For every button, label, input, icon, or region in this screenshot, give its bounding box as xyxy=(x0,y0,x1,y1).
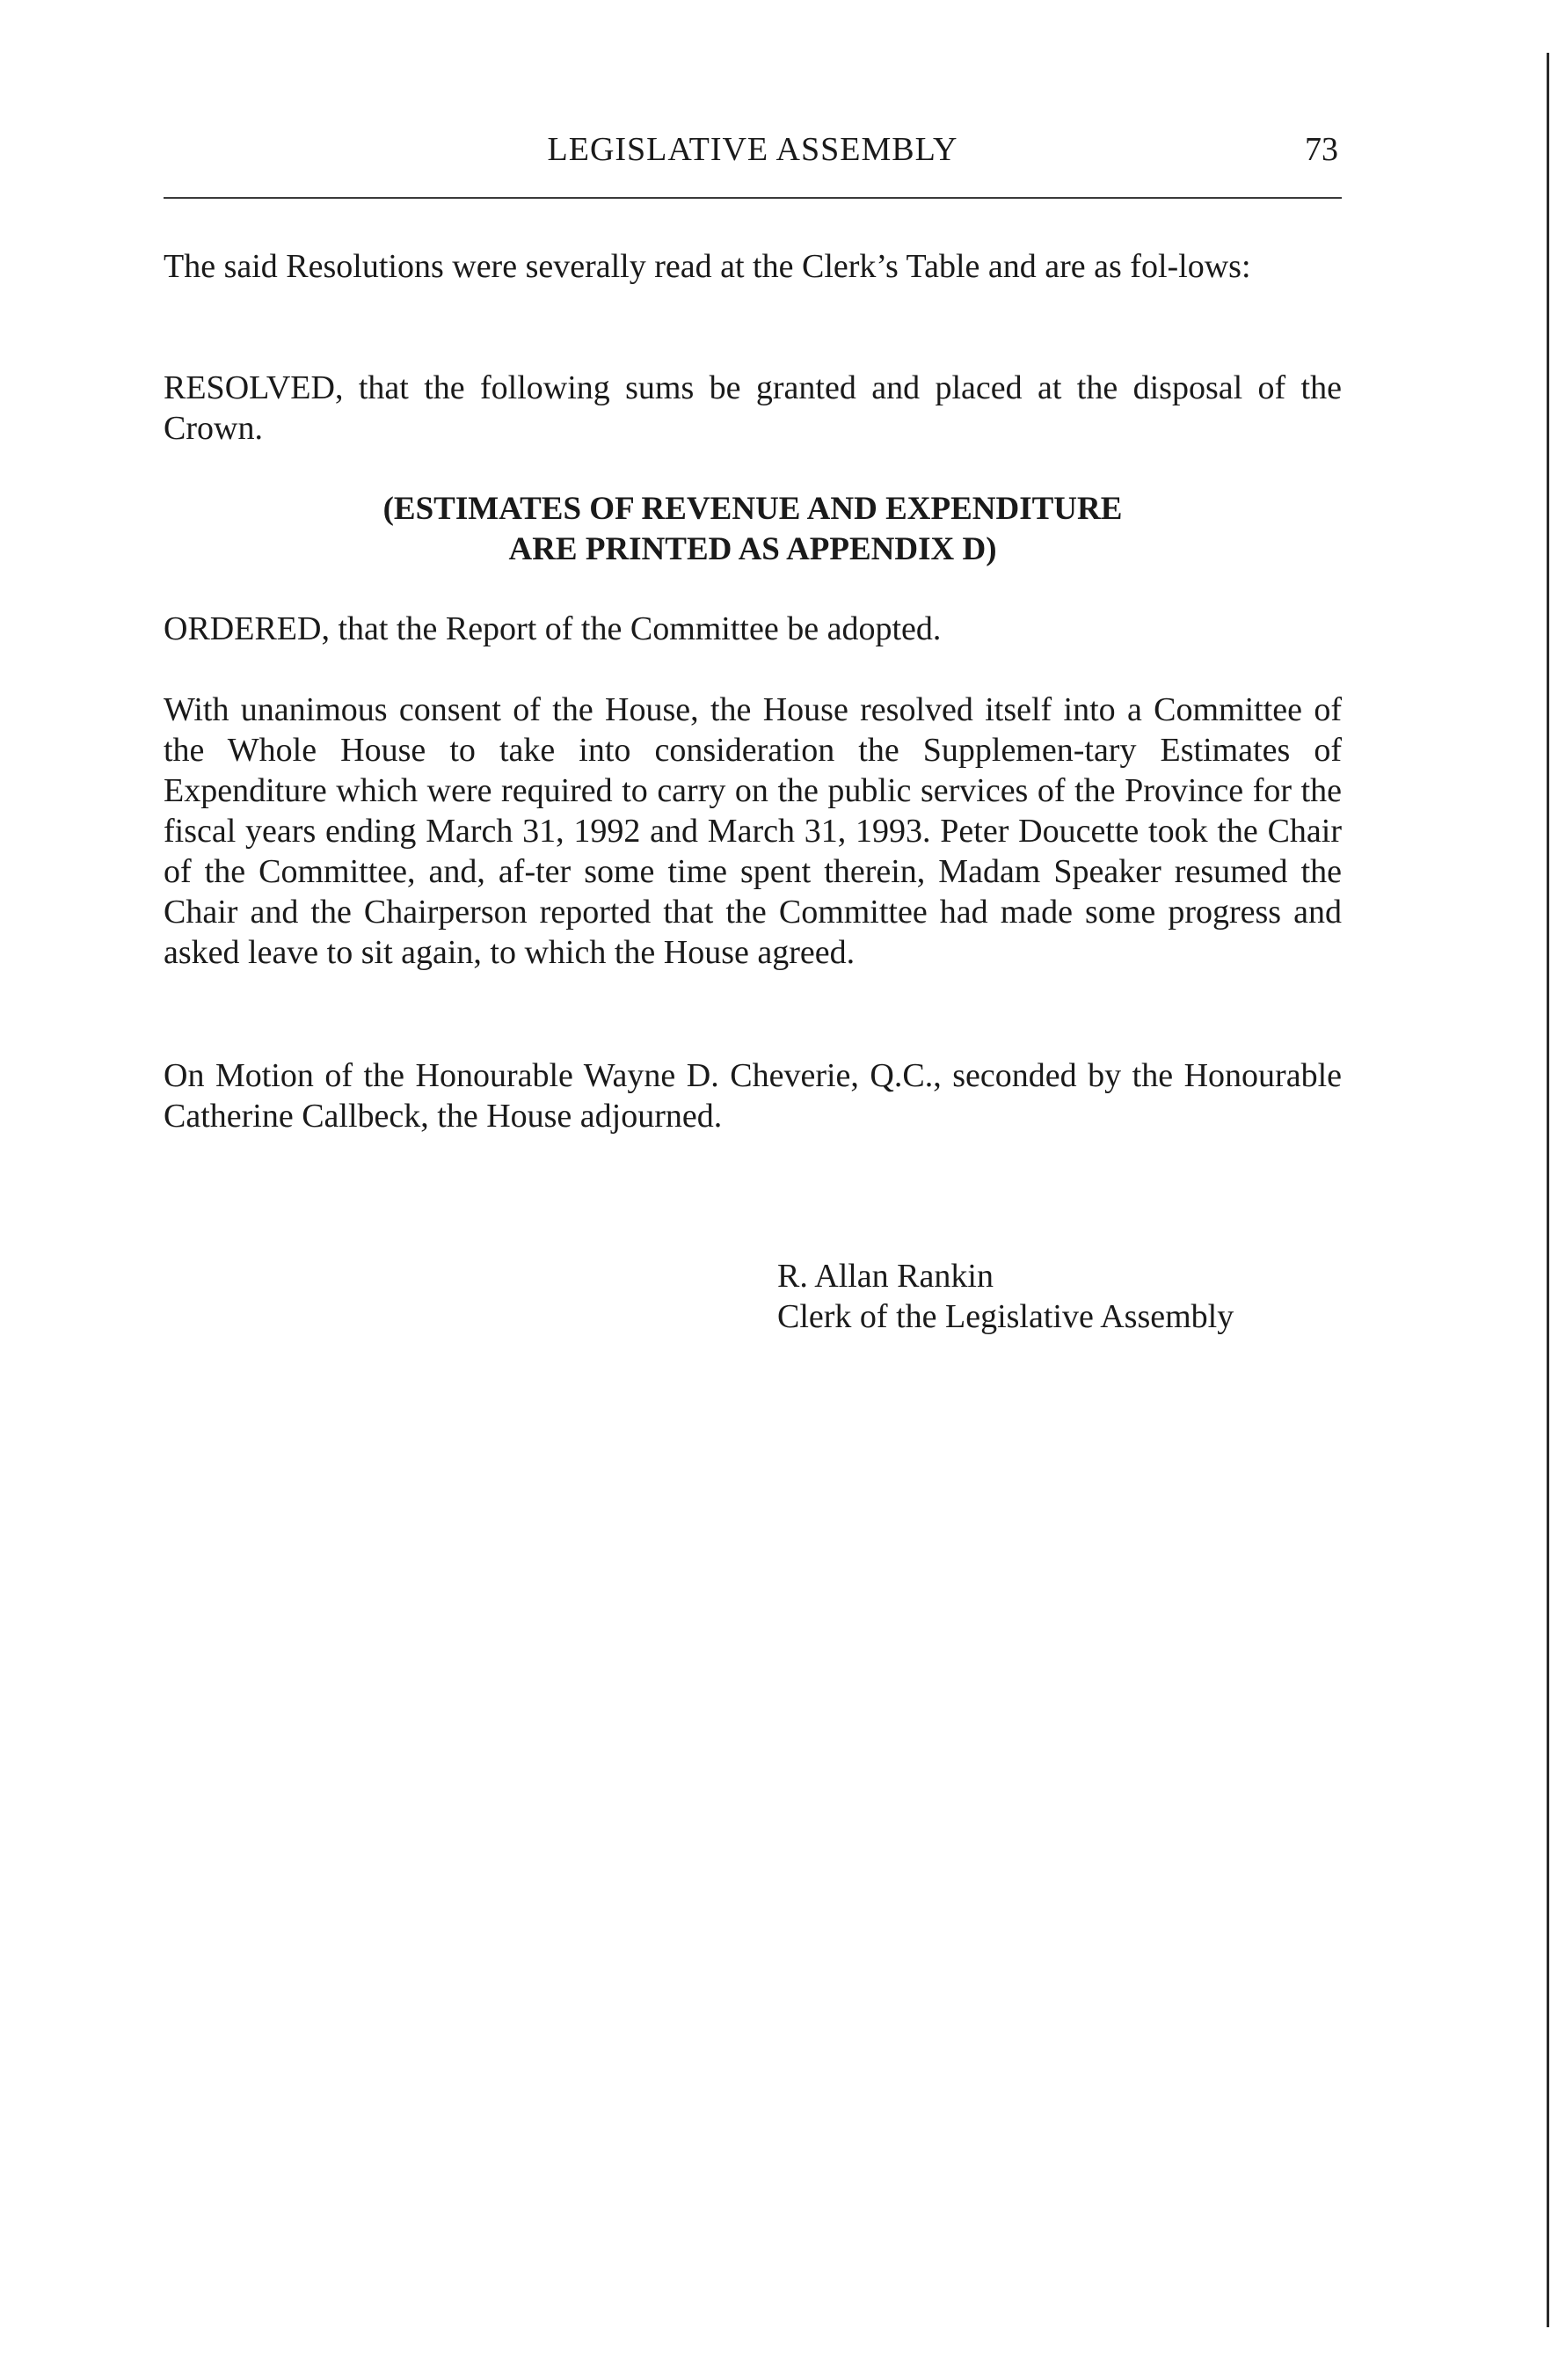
signature-name: R. Allan Rankin xyxy=(777,1258,994,1295)
page-edge xyxy=(1547,53,1549,2327)
motion-paragraph: On Motion of the Honourable Wayne D. Cheverie, Q.C., seconded by the Honourable Catherine Callbeck, the House adjourned. xyxy=(164,1057,1342,1135)
header-rule xyxy=(164,197,1342,199)
signature-title: Clerk of the Legislative Assembly xyxy=(777,1298,1234,1335)
committee-paragraph: With unanimous consent of the House, the House resolved itself into a Committee of the Whole House to take into consideration the Supplemen-tary Estimates of Expenditure which were required to carry on the public services of the Province for the fiscal years ending March 31, 1992 and March 31, 1993. Peter Doucette took the Chair of the Committee, and, af-ter some time spent therein, Madam Speaker resumed the Chair and the Chairperson reported that the Committee had made some progress and asked leave to sit again, to which the House agreed. xyxy=(164,691,1342,971)
resolved-paragraph: RESOLVED, that the following sums be granted and placed at the disposal of the Crown. xyxy=(164,369,1342,447)
header-title: LEGISLATIVE ASSEMBLY xyxy=(547,131,958,168)
signature-block xyxy=(777,1256,1234,1337)
page-number: 73 xyxy=(1305,131,1338,168)
appendix-heading-line-1: (ESTIMATES OF REVENUE AND EXPENDITURE xyxy=(382,491,1123,527)
appendix-heading xyxy=(164,489,1342,570)
page-header xyxy=(164,123,1342,176)
ordered-paragraph: ORDERED, that the Report of the Committee be adopted. xyxy=(164,610,942,647)
appendix-heading-line-2: ARE PRINTED AS APPENDIX D) xyxy=(508,531,997,567)
intro-paragraph: The said Resolutions were severally read at the Clerk’s Table and are as fol-lows: xyxy=(164,248,1251,285)
